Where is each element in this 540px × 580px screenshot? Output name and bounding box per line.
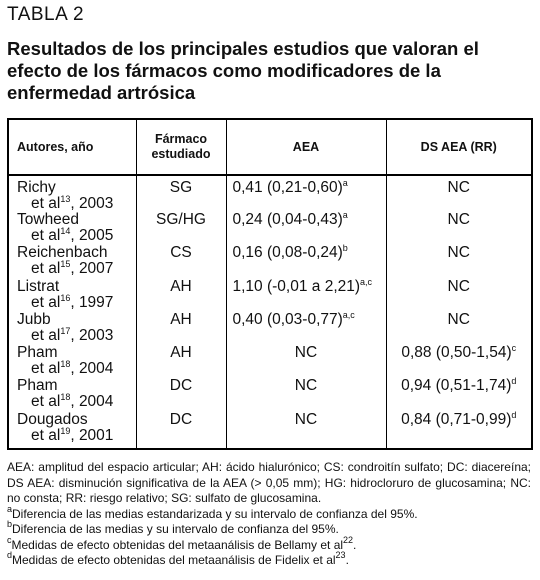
author-year: , 1997 [70, 293, 114, 311]
cell-ds [386, 312, 532, 345]
author-etal: et al [31, 293, 61, 311]
cell-farmaco: AH [136, 345, 226, 378]
note-c-text: Medidas de efecto obtenidas del metaanálisis de Bellamy et al [11, 537, 344, 552]
author-name: Dougados [17, 410, 88, 428]
cell-ds [386, 175, 532, 212]
ds-sup: d [511, 376, 517, 387]
table-row [8, 345, 532, 378]
cell-farmaco: CS [136, 245, 226, 278]
cell-autores [8, 245, 136, 278]
author-ref: 18 [60, 359, 71, 370]
author-etal: et al [31, 360, 61, 378]
cell-aea [226, 175, 386, 212]
author-etal: et al [31, 393, 61, 411]
author-ref: 15 [60, 259, 71, 270]
author-ref-line [17, 261, 130, 277]
header-farmaco [136, 119, 226, 175]
cell-autores [8, 312, 136, 345]
aea-value: 0,16 (0,08-0,24) [232, 244, 343, 262]
cell-aea [226, 345, 386, 378]
author-name: Pham [17, 377, 58, 395]
author-ref: 17 [60, 325, 71, 336]
aea-value: 0,41 (0,21-0,60) [232, 179, 343, 196]
note-d-ref: 23 [335, 550, 346, 560]
ds-sup: d [511, 409, 517, 420]
header-farmaco-line2: estudiado [151, 147, 211, 161]
cell-farmaco: SG/HG [136, 212, 226, 245]
ds-value: 0,88 (0,50-1,54) [401, 344, 512, 362]
cell-farmaco: AH [136, 279, 226, 312]
ds-value: NC [447, 310, 470, 328]
author-name: Listrat [17, 277, 60, 295]
cell-aea [226, 212, 386, 245]
ds-value: 0,84 (0,71-0,99) [401, 410, 512, 428]
author-etal: et al [31, 227, 61, 244]
author-ref-line [17, 228, 130, 244]
author-year: , 2003 [70, 195, 114, 212]
table-row [8, 412, 532, 449]
note-c-end: . [353, 537, 357, 552]
table-body [8, 175, 532, 449]
cell-autores [8, 175, 136, 212]
ds-value: NC [447, 244, 470, 262]
cell-ds [386, 345, 532, 378]
author-name: Reichenbach [17, 244, 108, 262]
cell-farmaco: DC [136, 378, 226, 411]
table-row [8, 378, 532, 411]
note-c [7, 534, 531, 554]
aea-value: NC [294, 344, 318, 362]
ds-sup: c [511, 343, 517, 354]
aea-value: NC [294, 377, 318, 395]
cell-autores [8, 345, 136, 378]
author-ref-line [17, 394, 130, 410]
author-year: , 2005 [70, 227, 114, 244]
author-name: Richy [17, 179, 56, 196]
header-row [8, 119, 532, 175]
author-name: Pham [17, 344, 58, 362]
ds-value: NC [447, 211, 470, 228]
author-year: , 2004 [70, 393, 114, 411]
aea-value: NC [294, 410, 318, 428]
header-aea: AEA [226, 119, 386, 175]
author-ref-line [17, 325, 130, 344]
author-year: , 2003 [70, 326, 114, 344]
cell-autores [8, 279, 136, 312]
author-ref: 14 [60, 226, 71, 236]
aea-sup: a [342, 210, 348, 220]
note-d [7, 550, 531, 569]
header-autores: Autores, año [8, 119, 136, 175]
author-year: , 2004 [70, 360, 114, 378]
author-year: , 2007 [70, 260, 114, 278]
cell-aea [226, 412, 386, 449]
cell-autores [8, 412, 136, 449]
author-ref: 19 [60, 425, 71, 436]
table-row [8, 279, 532, 312]
author-etal: et al [31, 195, 61, 212]
author-etal: et al [31, 260, 61, 278]
cell-aea [226, 245, 386, 278]
header-farmaco-line1: Fármaco [154, 132, 208, 146]
table-row [8, 212, 532, 245]
cell-farmaco: DC [136, 412, 226, 449]
table-row [8, 312, 532, 345]
aea-sup: a [342, 178, 348, 188]
cell-ds [386, 409, 532, 449]
note-abbreviations: AEA: amplitud del espacio articular; AH: ácido hialurónico; CS: condroitín sulfato; DC: diacereína; DS AEA: disminución significativa de la AEA (> 0,05 mm); HG: hidrocloruro de glucosamina; NC: no consta; RR: riesgo relativo; SG: sulfato de glucosamina. [7, 460, 531, 505]
note-d-mark: d [7, 550, 13, 560]
ds-value: NC [447, 179, 470, 196]
author-ref-line [17, 425, 130, 444]
results-table [7, 118, 533, 450]
note-a-mark: a [7, 503, 13, 514]
author-ref-line [17, 361, 130, 377]
note-a [7, 503, 531, 523]
table-row [8, 175, 532, 212]
note-c-mark: c [7, 534, 12, 545]
author-name: Towheed [17, 211, 80, 228]
cell-ds [386, 245, 532, 278]
cell-ds [386, 378, 532, 411]
table-notes [7, 460, 531, 569]
note-b [7, 519, 531, 538]
author-name: Jubb [17, 310, 51, 328]
aea-value: 0,40 (0,03-0,77) [232, 310, 343, 328]
note-b-mark: b [7, 519, 13, 529]
cell-ds [386, 279, 532, 312]
cell-farmaco: AH [136, 312, 226, 345]
table-title: Resultados de los principales estudios que valoran el efecto de los fármacos como modificadores de la enfermedad artrósica [7, 38, 479, 103]
aea-sup: a,c [342, 309, 355, 320]
cell-aea [226, 378, 386, 411]
author-ref-line [17, 292, 130, 311]
cell-autores [8, 378, 136, 411]
note-b-text: Diferencia de las medias y su intervalo de confianza del 95%. [12, 522, 339, 536]
cell-aea [226, 309, 386, 345]
author-etal: et al [31, 426, 61, 444]
table-row [8, 245, 532, 278]
cell-ds [386, 212, 532, 245]
note-d-text: Medidas de efecto obtenidas del metaanálisis de Fidelix et al [12, 553, 336, 567]
note-a-text: Diferencia de las medias estandarizada y su intervalo de confianza del 95%. [12, 506, 418, 521]
note-c-ref: 22 [343, 534, 354, 545]
author-ref: 13 [60, 194, 71, 204]
cell-autores [8, 212, 136, 245]
cell-aea [226, 276, 386, 312]
aea-value: 1,10 (-0,01 a 2,21) [232, 277, 361, 295]
header-ds: DS AEA (RR) [386, 119, 532, 175]
author-ref: 18 [60, 392, 71, 403]
author-year: , 2001 [70, 426, 114, 444]
aea-sup: a,c [360, 276, 373, 287]
author-ref-line [17, 196, 130, 212]
aea-value: 0,24 (0,04-0,43) [232, 211, 343, 228]
author-ref: 16 [60, 292, 71, 303]
table-label: TABLA 2 [7, 4, 85, 25]
cell-farmaco: SG [136, 175, 226, 212]
aea-sup: b [342, 243, 348, 254]
note-d-end: . [345, 553, 349, 567]
ds-value: NC [447, 277, 470, 295]
author-etal: et al [31, 326, 61, 344]
ds-value: 0,94 (0,51-1,74) [401, 377, 512, 395]
